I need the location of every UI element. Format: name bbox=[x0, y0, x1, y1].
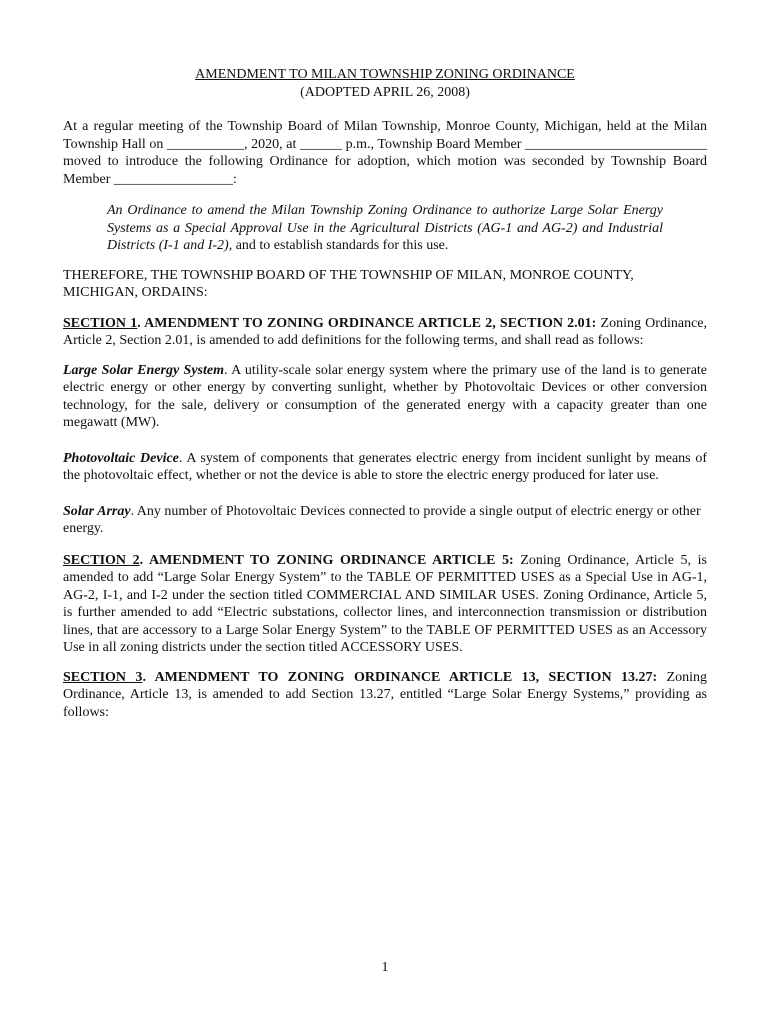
ordinance-statement-italic: An Ordinance to amend the Milan Township Zoning Ordinance to authorize Large Solar Energy Systems as a Special Approval Use in the Agricultural Districts (AG-1 and AG-2) and Industrial Districts (I-1 and I-2), bbox=[107, 203, 663, 253]
section-1-label: SECTION 1 bbox=[63, 315, 138, 331]
definition-term: Photovoltaic Device bbox=[63, 450, 179, 466]
section-2 bbox=[63, 552, 707, 657]
definition-text: . A utility-scale solar energy system where the primary use of the land is to generate electric energy or other energy by converting sunlight, whether by Photovoltaic Devices or other conversion technology, for the sale, delivery or consumption of the generated energy with a capacity greater than one megawatt (MW). bbox=[63, 362, 708, 430]
section-1-body: Zoning Ordinance, Article 2, Section 2.01, is amended to add definitions for the following terms, and shall read as follows: bbox=[63, 315, 707, 348]
section-2-body: Zoning Ordinance, Article 5, is amended to add “Large Solar Energy System” to the TABLE OF PERMITTED USES as a Special Use in AG-1, AG-2, I-1, and I-2 under the section titled COMMERCIAL AND SIMILAR USES. Zoning Ordinance, Article 5, is further amended to add “Electric substations, collector lines, and interconnection transmission or distribution lines, that are accessory to a Large Solar Energy System” to the TABLE OF PERMITTED USES as an Accessory Use in all zoning districts under the section titled ACCESSORY USES. bbox=[63, 552, 707, 655]
section-1 bbox=[63, 315, 707, 350]
adoption-date: (ADOPTED APRIL 26, 2008) bbox=[300, 84, 470, 100]
section-1-heading: . AMENDMENT TO ZONING ORDINANCE ARTICLE 2, SECTION 2.01: bbox=[137, 315, 597, 331]
section-3-label: SECTION 3 bbox=[63, 669, 143, 685]
section-2-heading: . AMENDMENT TO ZONING ORDINANCE ARTICLE 5: bbox=[139, 552, 514, 568]
document-body bbox=[63, 66, 707, 733]
definition-text: . A system of components that generates electric energy from incident sunlight by means of the photovoltaic effect, whether or not the device is able to store the electric energy produced for later use. bbox=[63, 450, 707, 483]
definition-text: . Any number of Photovoltaic Devices connected to provide a single output of electric energy or other energy. bbox=[63, 503, 701, 536]
definition-large-solar-energy-system bbox=[63, 362, 707, 432]
definition-term: Solar Array bbox=[63, 503, 131, 519]
page-number: 1 bbox=[381, 960, 389, 975]
definition-term: Large Solar Energy System bbox=[63, 362, 225, 378]
definition-solar-array bbox=[63, 503, 707, 538]
section-3-heading: . AMENDMENT TO ZONING ORDINANCE ARTICLE 13, SECTION 13.27: bbox=[142, 669, 658, 685]
document-title: AMENDMENT TO MILAN TOWNSHIP ZONING ORDINANCE bbox=[195, 67, 575, 82]
section-2-label: SECTION 2 bbox=[63, 552, 140, 568]
intro-paragraph: At a regular meeting of the Township Board of Milan Township, Monroe County, Michigan, held at the Milan Township Hall on ___________, 2020, at ______ p.m., Township Board Member __________________________ moved to introduce the following Ordinance for adoption, which motion was seconded by Township Board Member _________________: bbox=[63, 119, 707, 187]
ordinance-statement-rest: and to establish standards for this use. bbox=[232, 238, 449, 253]
definition-photovoltaic-device bbox=[63, 450, 707, 485]
therefore-clause: THEREFORE, THE TOWNSHIP BOARD OF THE TOWNSHIP OF MILAN, MONROE COUNTY, MICHIGAN, ORDAINS: bbox=[63, 267, 634, 300]
ordinance-statement bbox=[107, 202, 663, 255]
section-3-body: Zoning Ordinance, Article 13, is amended to add Section 13.27, entitled “Large Solar Energy Systems,” providing as follows: bbox=[63, 669, 707, 720]
section-3 bbox=[63, 669, 707, 722]
